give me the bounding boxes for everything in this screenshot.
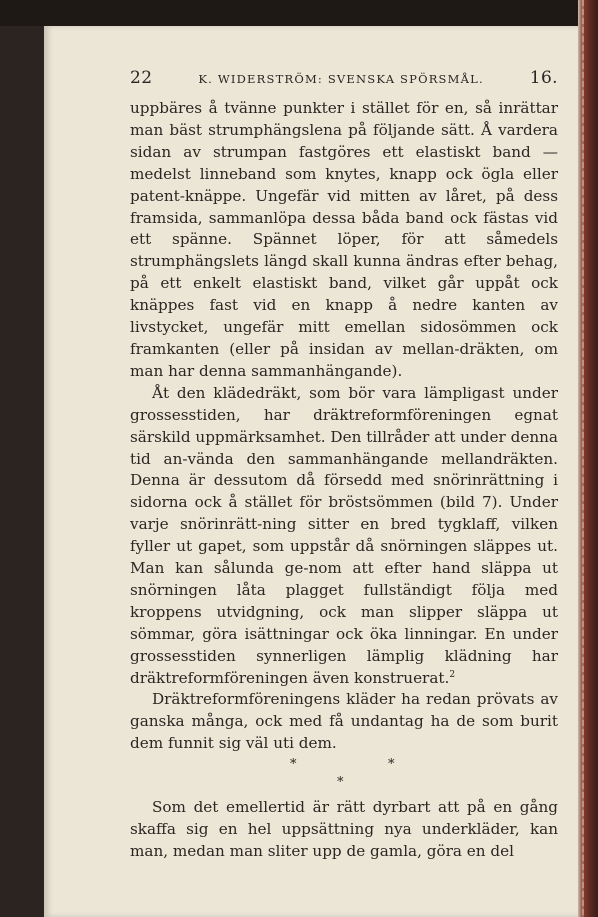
paragraph-1: uppbäres å tvänne punkter i stället för en, så inrättar man bäst strumphängslena på följande sätt. Å vardera sidan av strumpan fastgöres ett elastiskt band — medelst linneband som knytes, knapp ock ögla eller patent-knäppe. Ungefär vid mitten av låret, på dess framsida, sammanlöpa dessa båda band ock fästas vid ett spänne. Spännet löper, för att såmedels strumphängslets längd skall kunna ändras efter behag, på ett enkelt elastiskt band, vilket går uppåt ock knäppes fast vid en knapp å nedre kanten av livstycket, ungefär mitt emellan sidosömmen ock framkanten (eller på insidan av mellan-dräkten, om man har denna sammanhängande). (130, 99, 558, 380)
book-edge (578, 0, 598, 917)
running-header (130, 68, 558, 88)
section-divider (130, 755, 558, 797)
footnote-marker: 2 (449, 669, 456, 680)
asterisk-3: * (337, 775, 344, 791)
paragraph-4: Som det emellertid är rätt dyrbart att på en gång skaffa sig en hel uppsättning nya underkläder, kan man, medan man sliter upp de gamla, göra en del (130, 798, 558, 860)
asterisk-2: * (388, 757, 395, 773)
paragraph-3: Dräktreformföreningens kläder ha redan prövats av ganska många, ock med få undantag ha de som burit dem funnit sig väl uti dem. (130, 690, 558, 753)
paragraph-2 (130, 383, 558, 690)
asterisk-1: * (290, 757, 297, 773)
scan-top-border (0, 0, 598, 26)
page-number: 22 (130, 68, 153, 88)
body-text (130, 98, 558, 863)
page-content (130, 68, 558, 863)
chapter-number: 16. (529, 68, 558, 88)
paragraph-2-text: Åt den klädedräkt, som bör vara lämpligast under grossesstiden, har dräktreformföreningen egnat särskild uppmärksamhet. Den tillråder att under denna tid an-vända den sammanhängande mellandräkten. Denna är dessutom då försedd med snörinrättning i sidorna ock å stället för bröstsömmen (bild 7). Under varje snörinrätt-ning sitter en bred tygklaff, vilken fyller ut gapet, som uppstår då snörningen släppes ut. Man kan sålunda ge-nom att efter hand släppa ut snörningen låta plagget fullständigt följa med kroppens utvidgning, ock man slipper släppa ut sömmar, göra isättningar ock öka linningar. En under grossesstiden synnerligen lämplig klädning har dräktreformföreningen även konstruerat. (130, 383, 558, 687)
running-title: K. WIDERSTRÖM: SVENSKA SPÖRSMÅL. (198, 72, 484, 86)
book-page (44, 26, 578, 917)
